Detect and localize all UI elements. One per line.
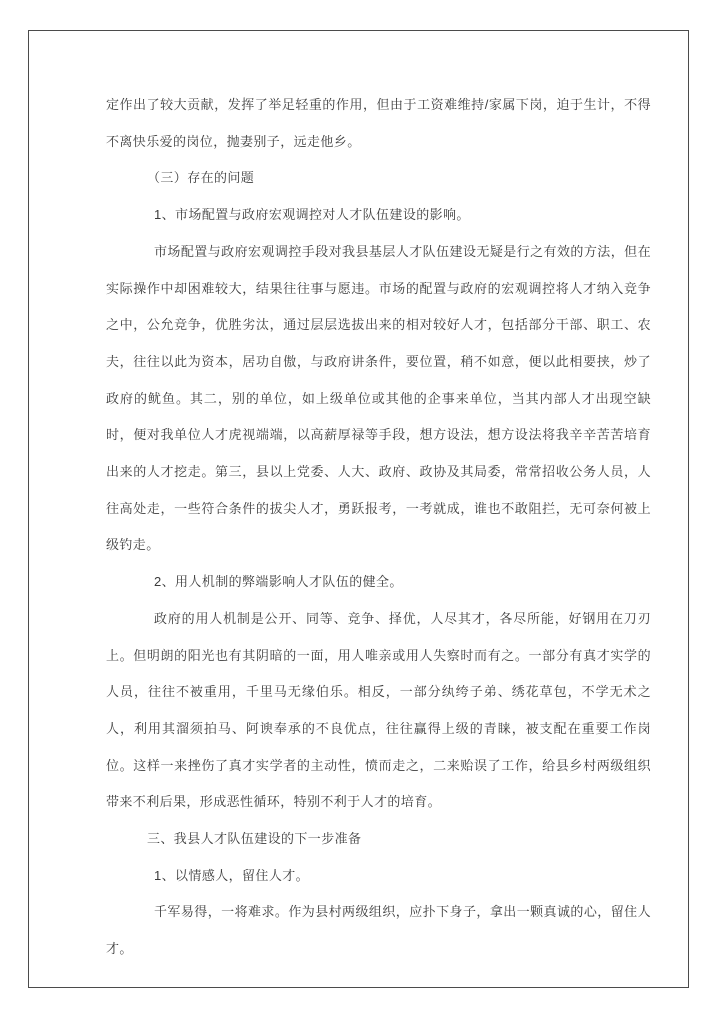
document-page [28,30,689,988]
numbered-heading-1-market-allocation: 1、市场配置与政府宏观调控对人才队伍建设的影响。 [154,207,470,223]
paragraph-employment-mechanism: 政府的用人机制是公开、同等、竞争、择优，人尽其才，各尽所能，好钢用在刀刃上。但明朗的阳光也有其阴暗的一面，用人唯亲或用人失察时而有之。一部分有真才实学的人员，往往不被重用，千里马无缘伯乐。相反，一部分纨绔子弟、绣花草包，不学无术之人，利用其溜须拍马、阿谀奉承的不良优点，往往赢得上级的青睐，被支配在重要工作岗位。这样一来挫伤了真才实学者的主动性，愤而走之，二来贻误了工作，给县乡村两级组织带来不利后果，形成恶性循环，特别不利于人才的培育。 [106,610,651,810]
paragraph-continuation: 定作出了较大贡献，发挥了举足轻重的作用，但由于工资难维持/家属下岗，迫于生计，不得不离快乐爱的岗位，抛妻别子，远走他乡。 [106,97,651,149]
section-heading-existing-problems: （三）存在的问题 [147,170,255,186]
numbered-heading-1-retain-talent: 1、以情感人，留住人才。 [154,867,310,883]
page-content [29,31,688,987]
section-heading-next-step-preparation: 三、我县人才队伍建设的下一步准备 [147,831,362,847]
paragraph-retain-talent: 千军易得，一将难求。作为县村两级组织，应扑下身子，拿出一颗真诚的心，留住人才。 [106,904,651,957]
paragraph-market-allocation: 市场配置与政府宏观调控手段对我县基层人才队伍建设无疑是行之有效的方法，但在实际操作中却困难较大，结果往往事与愿违。市场的配置与政府的宏观调控将人才纳入竞争之中，公允竞争，优胜劣汰，通过层层选拔出来的相对较好人才，包括部分干部、职工、农夫，往往以此为资本，居功自傲，与政府讲条件，要位置，稍不如意，便以此相要挟，炒了政府的鱿鱼。其二，别的单位，如上级单位或其他的企事来单位，当其内部人才出现空缺时，便对我单位人才虎视端端，以高薪厚禄等手段，想方设法，想方设法将我辛辛苦苦培育出来的人才挖走。第三，县以上党委、人大、政府、政协及其局委，常常招收公务人员，人往高处走，一些符合条件的拔尖人才，勇跃报考，一考就成，谁也不敢阻拦，无可奈何被上级钓走。 [106,243,651,553]
numbered-heading-2-employment-mechanism: 2、用人机制的弊端影响人才队伍的健全。 [154,574,403,590]
